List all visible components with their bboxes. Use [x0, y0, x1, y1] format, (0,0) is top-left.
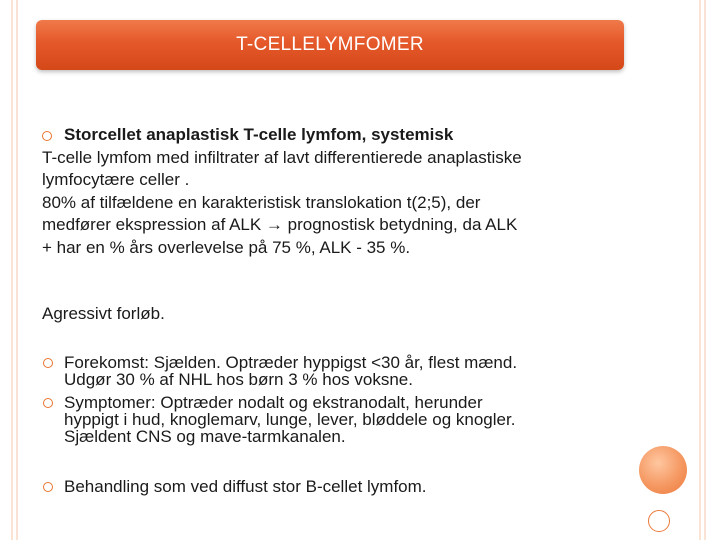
intro-line: medfører ekspression af ALK → prognostisk betydning, da ALK	[42, 215, 518, 234]
title-bar	[36, 20, 624, 70]
list-item-symptomer	[42, 394, 622, 445]
intro-line: + har en % års overlevelse på 75 %, ALK - 35 %.	[42, 237, 411, 257]
list-item-behandling	[42, 478, 622, 495]
intro-block	[42, 124, 632, 326]
slide-title: T-CELLELYMFOMER	[236, 34, 424, 55]
intro-line: 80% af tilfældene en karakteristisk translokation t(2;5), der	[42, 192, 481, 212]
list-item-line: Behandling som ved diffust stor B-cellet lymfom.	[64, 477, 427, 496]
intro-heading-line	[42, 124, 632, 147]
intro-line: lymfocytære celler .	[42, 170, 190, 189]
circle-outline-icon	[43, 482, 53, 492]
circle-outline-icon	[43, 358, 53, 368]
decorative-circle-small	[648, 510, 670, 532]
bullet-list	[42, 354, 622, 495]
list-item-line: Symptomer: Optræder nodalt og ekstranodalt, herunder	[64, 393, 483, 412]
decorative-circle-large	[639, 446, 687, 494]
list-item-line: Sjældent CNS og mave-tarmkanalen.	[64, 427, 346, 446]
list-item-line: hyppigt i hud, knoglemarv, lunge, lever, bløddele og knogler.	[64, 410, 516, 429]
list-item-forekomst	[42, 354, 622, 388]
list-item-line: Forekomst: Sjælden. Optræder hyppigst <30 år, flest mænd.	[64, 353, 518, 372]
intro-heading: Storcellet anaplastisk T-celle lymfom, systemisk	[64, 125, 454, 144]
circle-outline-icon	[42, 131, 52, 141]
list-item-line: Udgør 30 % af NHL hos børn 3 % hos voksne.	[64, 370, 413, 389]
intro-line: T-celle lymfom med infiltrater af lavt differentierede anaplastiske	[42, 147, 522, 167]
course-text: Agressivt forløb.	[42, 304, 165, 323]
circle-outline-icon	[43, 398, 53, 408]
